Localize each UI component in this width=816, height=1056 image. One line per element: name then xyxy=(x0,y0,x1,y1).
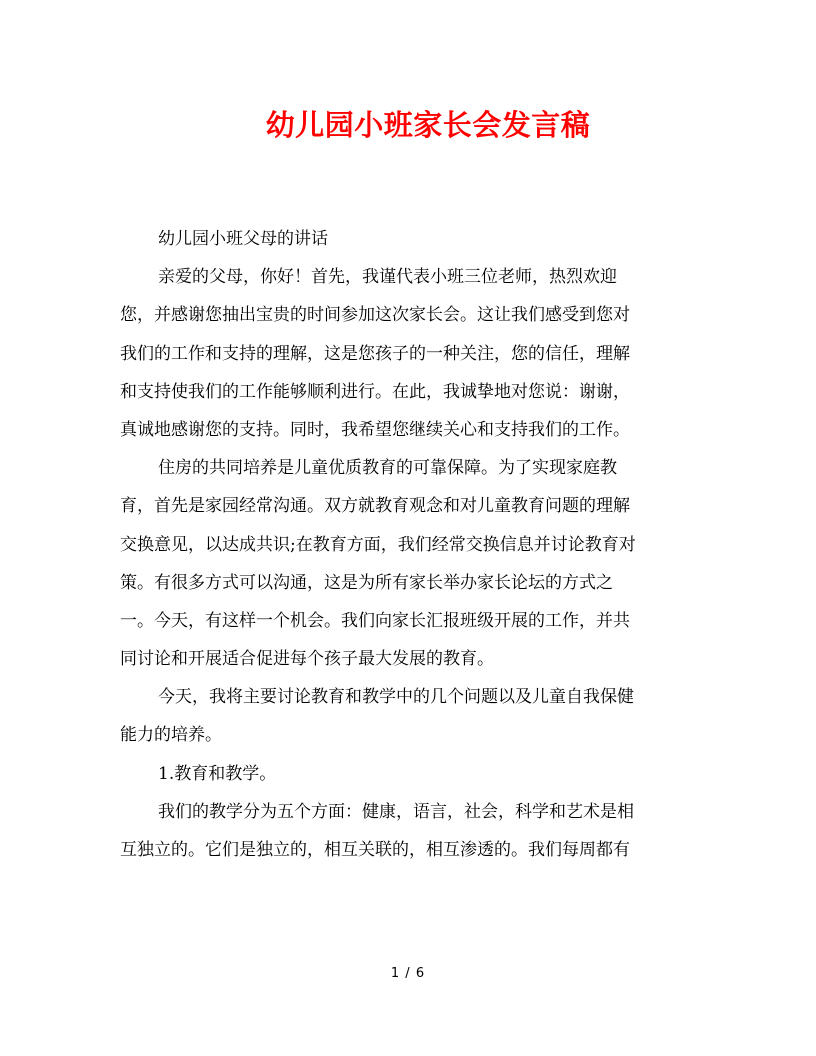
text-line: 一。今天，有这样一个机会。我们向家长汇报班级开展的工作，并共 xyxy=(120,610,630,631)
text-line: 我们的教学分为五个方面：健康，语言，社会，科学和艺术是相 xyxy=(158,801,634,822)
document-title: 幼儿园小班家长会发言稿 xyxy=(265,108,591,142)
document-body xyxy=(120,224,690,873)
text-line: 能力的培养。 xyxy=(120,725,222,746)
text-line: 幼儿园小班父母的讲话 xyxy=(158,229,328,249)
text-line: 同讨论和开展适合促进每个孩子最大发展的教育。 xyxy=(120,649,494,670)
text-line: 亲爱的父母，你好！首先，我谨代表小班三位老师，热烈欢迎 xyxy=(158,267,617,288)
text-line: 您，并感谢您抽出宝贵的时间参加这次家长会。这让我们感受到您对 xyxy=(120,305,630,326)
text-line: 真诚地感谢您的支持。同时，我希望您继续关心和支持我们的工作。 xyxy=(120,419,630,440)
text-line: 交换意见，以达成共识;在教育方面，我们经常交换信息并讨论教育对 xyxy=(120,534,636,555)
text-line: 策。有很多方式可以沟通，这是为所有家长举办家长论坛的方式之 xyxy=(120,572,613,593)
text-line: 和支持使我们的工作能够顺利进行。在此，我诚挚地对您说：谢谢， xyxy=(120,381,630,402)
text-line: 1.教育和教学。 xyxy=(158,763,277,784)
text-line: 住房的共同培养是儿童优质教育的可靠保障。为了实现家庭教 xyxy=(158,458,617,479)
page-number: 1 / 6 xyxy=(390,966,426,981)
text-line: 互独立的。它们是独立的，相互关联的，相互渗透的。我们每周都有 xyxy=(120,840,630,860)
text-line: 我们的工作和支持的理解，这是您孩子的一种关注，您的信任，理解 xyxy=(120,343,630,364)
text-line: 育，首先是家园经常沟通。双方就教育观念和对儿童教育问题的理解 xyxy=(120,496,630,517)
text-line: 今天，我将主要讨论教育和教学中的几个问题以及儿童自我保健 xyxy=(158,687,634,708)
